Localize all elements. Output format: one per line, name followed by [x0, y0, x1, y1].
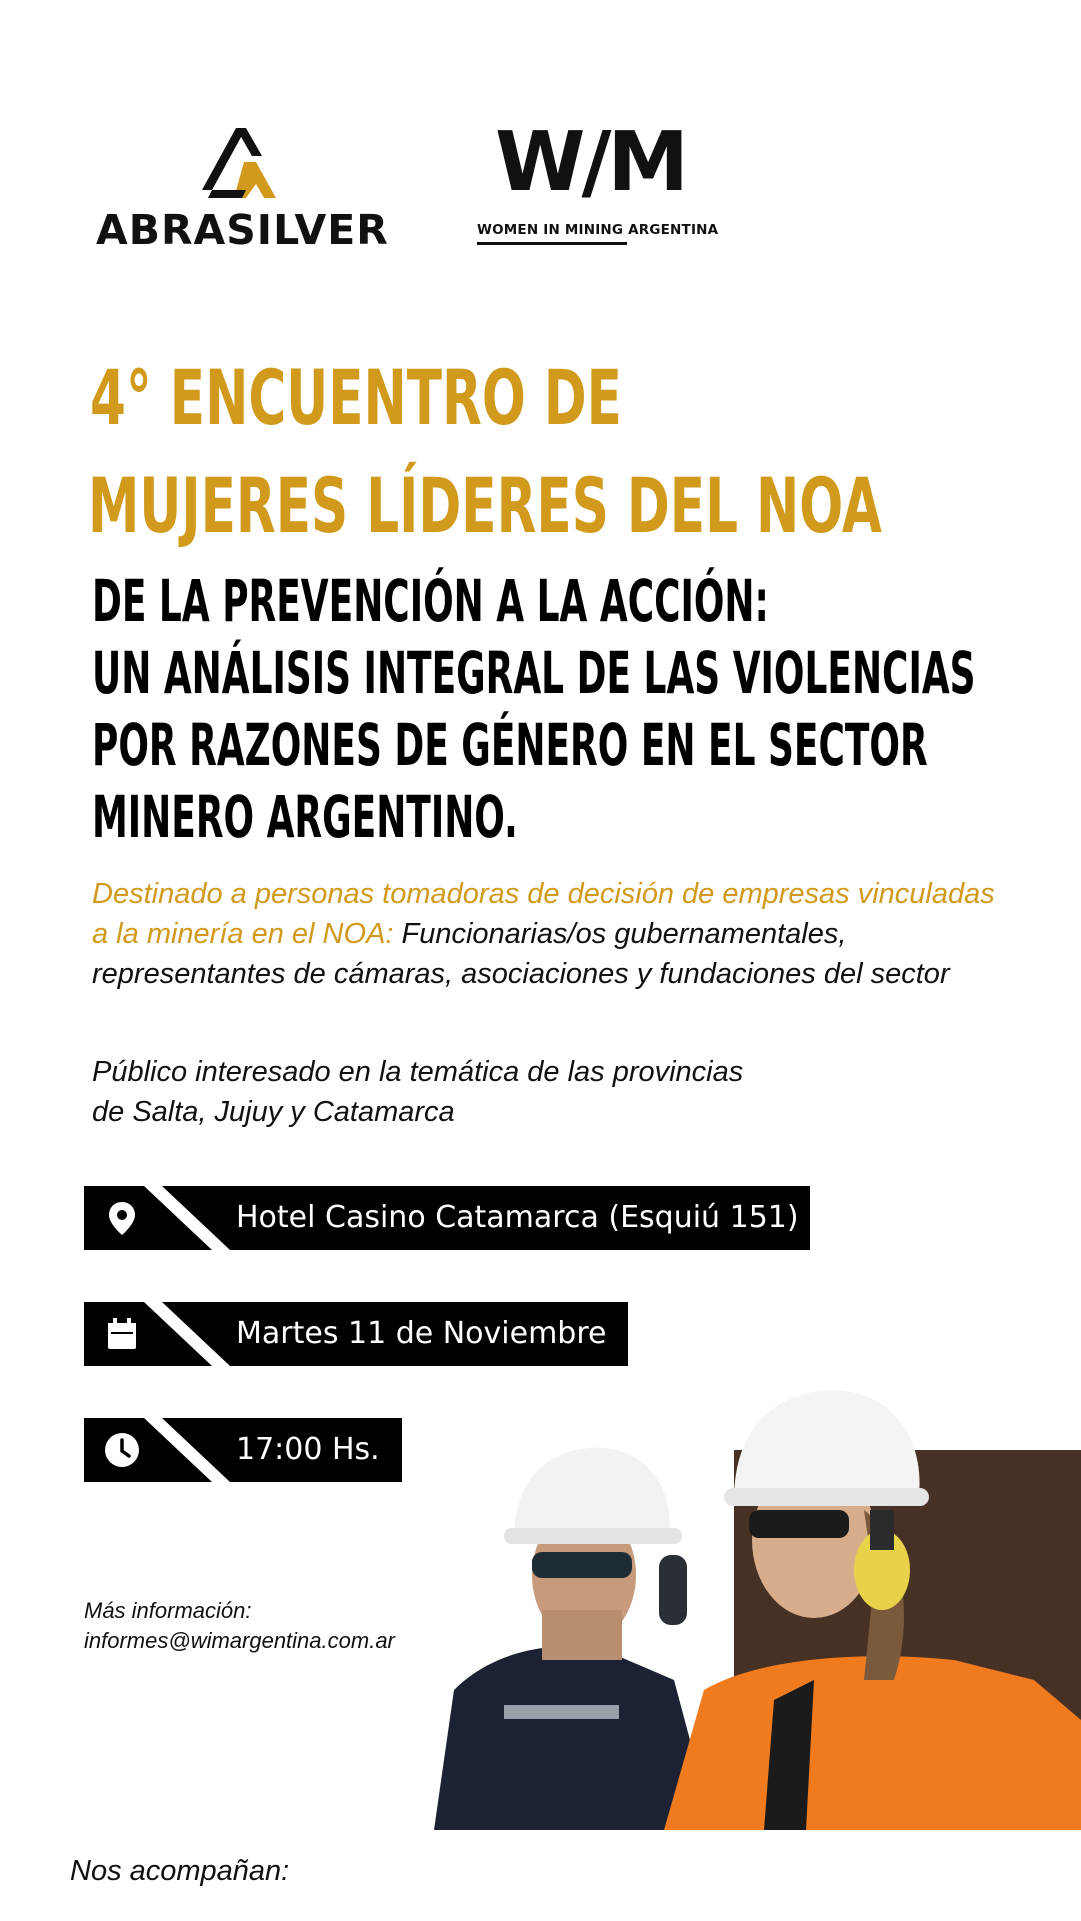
subtitle-line-1: DE LA PREVENCIÓN A LA ACCIÓN:: [92, 567, 769, 635]
title-line-2: MUJERES LÍDERES DEL NOA: [88, 461, 882, 550]
wim-mark: W/M: [495, 115, 685, 210]
title-line-1-wrap: [90, 353, 872, 442]
wim-underline: [477, 242, 627, 245]
map-pin-icon: [102, 1198, 142, 1238]
date-text: Martes 11 de Noviembre: [236, 1316, 607, 1351]
subtitle-line-2-wrap: [92, 639, 1081, 707]
subtitle-line-4-wrap: [92, 783, 779, 851]
audience-black-text: Funcionarias/os gubernamentales, representantes de cámaras, asociaciones y fundaciones del sector: [92, 918, 950, 990]
public-paragraph: Público interesado en la temática de las provincias de Salta, Jujuy y Catamarca: [92, 1056, 744, 1128]
audience-paragraph: [92, 874, 1012, 994]
subtitle-line-4: MINERO ARGENTINO.: [92, 783, 518, 851]
time-text: 17:00 Hs.: [236, 1432, 380, 1467]
contact-label: Más información:: [84, 1598, 252, 1623]
wim-subtitle: WOMEN IN MINING ARGENTINA: [477, 222, 719, 238]
clock-icon: [102, 1430, 142, 1470]
title-line-1: 4° ENCUENTRO DE: [90, 353, 622, 442]
location-divider: [144, 1186, 234, 1250]
calendar-icon: [102, 1314, 142, 1354]
contact-block: [84, 1596, 395, 1656]
sponsors-label: Nos acompañan:: [70, 1855, 290, 1887]
date-divider: [144, 1302, 234, 1366]
subtitle-block: [92, 567, 1081, 635]
contact-email[interactable]: informes@wimargentina.com.ar: [84, 1628, 395, 1653]
abrasilver-wordmark: ABRASILVER: [96, 206, 389, 254]
location-text: Hotel Casino Catamarca (Esquiú 151): [236, 1200, 799, 1235]
subtitle-line-3-wrap: [92, 711, 1081, 779]
time-bar: [84, 1418, 402, 1482]
abrasilver-logo: [96, 128, 396, 254]
date-bar: [84, 1302, 628, 1366]
time-divider: [144, 1418, 234, 1482]
abrasilver-mark-icon: [198, 128, 290, 200]
title-line-2-wrap: [88, 461, 1081, 550]
workers-photo: [434, 1360, 1081, 1830]
subtitle-line-3: POR RAZONES DE GÉNERO EN EL SECTOR: [92, 711, 928, 779]
wim-logo: [455, 115, 725, 248]
workers-illustration: [434, 1360, 1081, 1830]
location-bar: [84, 1186, 810, 1250]
audience-gold-text: Destinado a personas tomadoras de decisión de empresas vinculadas a la minería en el NOA:: [92, 878, 995, 950]
subtitle-line-2: UN ANÁLISIS INTEGRAL DE LAS VIOLENCIAS: [92, 639, 976, 707]
